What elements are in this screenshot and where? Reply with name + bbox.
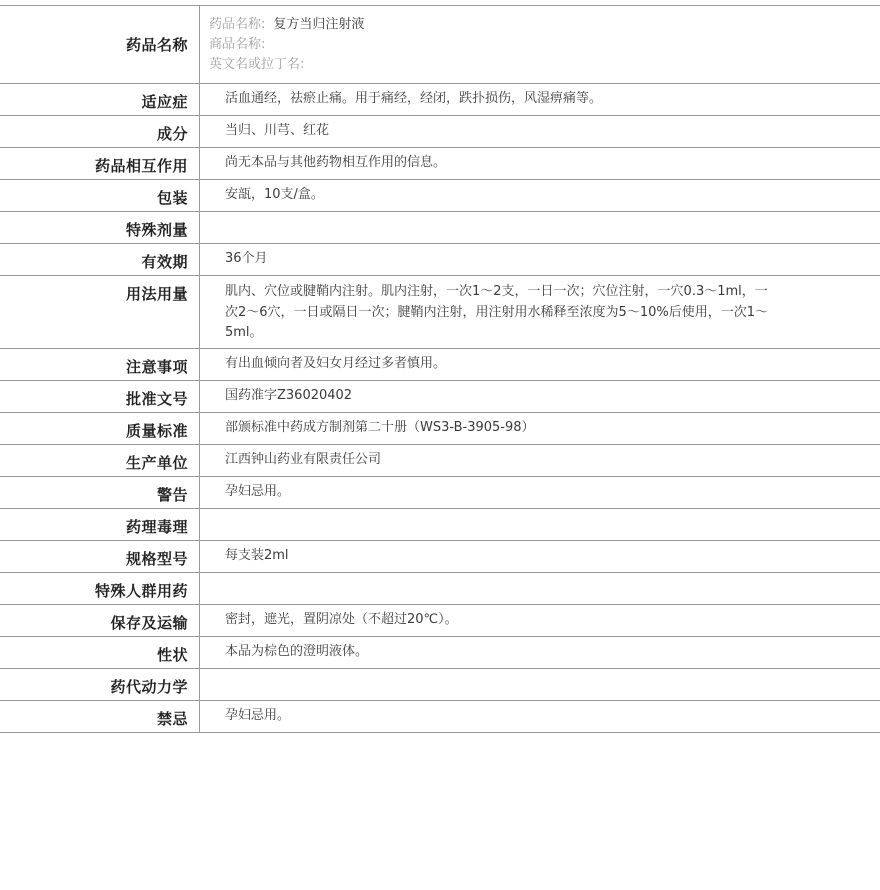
row-value [200,212,880,243]
row-label: 适应症 [0,84,200,115]
table-row-storage [0,605,880,637]
row-label: 用法用量 [0,276,200,348]
row-label-drug-name: 药品名称 [0,6,200,83]
row-value: 安瓿，10支/盒。 [225,187,324,202]
table-row-description [0,637,880,669]
table-row-precautions [0,349,880,381]
table-row-shelf-life [0,244,880,276]
names-cell [200,6,364,83]
table-row-quality-standard [0,413,880,445]
generic-name-key: 药品名称: [209,17,266,32]
row-value: 活血通经，祛瘀止痛。用于痛经，经闭，跌扑损伤，风湿痹痛等。 [225,91,603,106]
row-label: 批准文号 [0,381,200,412]
row-value: 肌内、穴位或腱鞘内注射。肌内注射，一次1～2支，一日一次；穴位注射，一穴0.3～1ml，一次2～6穴，一日或隔日一次；腱鞘内注射，用注射用水稀释至浓度为5～10%后使用，一次1～5ml。 [225,284,768,340]
row-value: 孕妇忌用。 [225,708,291,723]
trade-name-key: 商品名称: [209,37,266,52]
drug-info-table [0,5,880,733]
trade-name-line [209,35,364,55]
row-label: 药代动力学 [0,669,200,700]
row-value: 尚无本品与其他药物相互作用的信息。 [225,155,447,170]
row-label: 有效期 [0,244,200,275]
table-row-drug-name [0,6,880,84]
table-row-dosage-usage [0,276,880,349]
row-label: 包装 [0,180,200,211]
row-value [200,509,880,540]
table-row-pharmacology [0,509,880,541]
row-label: 成分 [0,116,200,147]
row-label: 性状 [0,637,200,668]
row-value: 部颁标准中药成方制剂第二十册（WS3-B-3905-98） [225,420,535,435]
generic-name-line [209,15,364,35]
table-row-approval-number [0,381,880,413]
generic-name-value: 复方当归注射液 [273,17,365,32]
table-row-interactions [0,148,880,180]
row-value: 本品为棕色的澄明液体。 [225,644,369,659]
row-value [200,573,880,604]
row-label: 特殊剂量 [0,212,200,243]
row-label: 警告 [0,477,200,508]
row-value: 有出血倾向者及妇女月经过多者慎用。 [225,356,447,371]
row-value: 36个月 [225,251,268,266]
row-label: 生产单位 [0,445,200,476]
table-row-special-populations [0,573,880,605]
table-row-warning [0,477,880,509]
row-label: 规格型号 [0,541,200,572]
row-value [200,669,880,700]
row-value: 国药准字Z36020402 [225,388,353,403]
row-label: 药品相互作用 [0,148,200,179]
row-value: 每支装2ml [225,548,289,563]
table-row-contraindications [0,701,880,733]
table-row-packaging [0,180,880,212]
english-name-key: 英文名或拉丁名: [209,57,305,72]
row-label: 禁忌 [0,701,200,732]
english-name-line [209,55,364,75]
row-label: 保存及运输 [0,605,200,636]
row-label: 药理毒理 [0,509,200,540]
table-row-ingredients [0,116,880,148]
table-row-manufacturer [0,445,880,477]
row-value: 江西钟山药业有限责任公司 [225,452,382,467]
table-row-specification [0,541,880,573]
table-row-pharmacokinetics [0,669,880,701]
row-label: 特殊人群用药 [0,573,200,604]
row-label: 质量标准 [0,413,200,444]
table-row-special-dosage [0,212,880,244]
row-value: 孕妇忌用。 [225,484,291,499]
row-value: 密封，遮光，置阴凉处（不超过20℃）。 [225,612,458,627]
row-value: 当归、川芎、红花 [225,123,330,138]
row-label: 注意事项 [0,349,200,380]
table-row-indications [0,84,880,116]
